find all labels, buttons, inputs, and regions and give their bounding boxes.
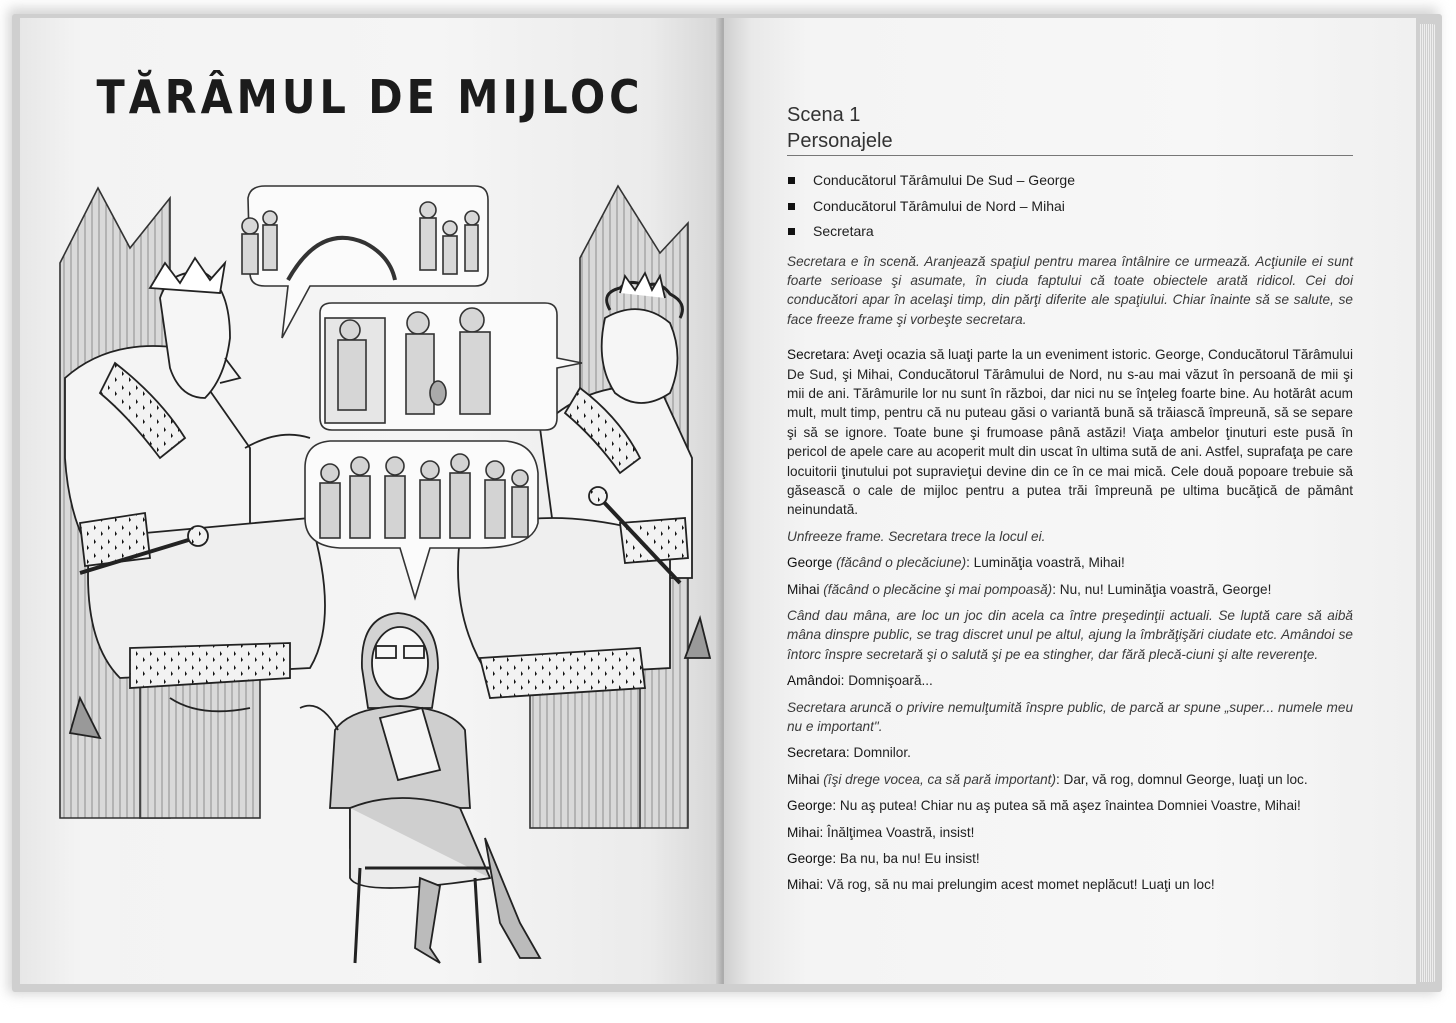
character-list-item: Conducătorul Tărâmului de Nord – Mihai: [787, 194, 1353, 220]
dialogue-line: [787, 553, 1353, 572]
script-text: [787, 102, 1353, 895]
stage-direction: Secretara aruncă o privire nemulţumită înspre public, de parcă ar spune „super... numele meu nu e important".: [787, 699, 1353, 735]
scene-subtitle: Personajele: [787, 128, 1353, 156]
speaker-name: Mihai: [787, 581, 820, 597]
stage-direction: Unfreeze frame. Secretara trece la locul ei.: [787, 528, 1046, 544]
character-list-item: Secretara: [787, 219, 1353, 245]
line-text: Aveţi ocazia să luaţi parte la un eveniment istoric. George, Conducătorul Tărâmului De Sud, şi Mihai, Conducătorul Tărâmului de Nord, nu s-au mai văzut în persoană de mii şi mii de ani. Tărâmurile lor nu sunt în război, dar nici nu se înţeleg foarte bine. Au hotărât acum mult, mult timp, pentru că nu puteau găsi o variantă bună să trăiască împreună, să se separe şi să se ignore. Toate bune şi frumoase până astăzi! Viaţa ambelor ţinuturi este pusă în pericol de apele care au acoperit mult din uscat în ultima sută de ani. Astfel, suprafaţa pe care locuitorii ţinutului pot supravieţui devine din ce în ce mai mică. Cele două popoare trebuie să găsească o cale de mijloc pentru a putea trăi împreună pe ultima bucăţică de pământ neinundată.: [787, 347, 1353, 518]
dialogue-line: [787, 823, 1353, 842]
stage-direction: Când dau mâna, are loc un joc din acela ca între preşedinţii actuali. Se luptă care să aibă mâna dinspre public, se trag discret unul pe altul, ajung la îmbrăţişări ciudate etc. Amândoi se întorc înspre secretară şi o salută şi pe ea stingher, dar fără plecă-ciuni şi alte reverenţe.: [787, 608, 1353, 662]
colon: :: [1052, 581, 1056, 597]
character-list: [787, 168, 1353, 245]
line-text: Domnişoară...: [844, 673, 933, 689]
line-text: Domnilor.: [849, 745, 911, 761]
line-text: Ba nu, ba nu! Eu insist!: [836, 851, 980, 867]
line-text: Înălţimea Voastră, insist!: [823, 824, 975, 840]
character-list-item: Conducătorul Tărâmului De Sud – George: [787, 168, 1353, 194]
speaker-name: Secretara:: [787, 347, 850, 363]
line-text: Luminăţia voastră, Mihai!: [969, 555, 1125, 571]
line-text: Dar, vă rog, domnul George, luaţi un loc.: [1059, 771, 1308, 787]
line-text: Nu aş putea! Chiar nu aş putea să mă aşez înaintea Domniei Voastre, Mihai!: [836, 798, 1301, 814]
page-edges: [1420, 24, 1436, 982]
speaker-name: George:: [787, 851, 837, 867]
dialogue-line: [787, 345, 1353, 520]
speaker-name: Amândoi:: [787, 673, 845, 689]
left-page: [20, 18, 720, 984]
speaker-name: George:: [787, 798, 837, 814]
dialogue-line: [787, 849, 1353, 868]
speaker-direction: (făcând o plecăcine şi mai pompoasă): [819, 581, 1053, 597]
dialogue-line: [787, 875, 1353, 894]
speaker-direction: (făcând o plecăciune): [832, 555, 967, 571]
dialogue-line: [787, 796, 1353, 815]
line-text: Nu, nu! Luminăţia voastră, George!: [1056, 581, 1272, 597]
speaker-name: Mihai:: [787, 877, 824, 893]
chapter-title: TĂRÂMUL DE MIJLOC: [96, 70, 644, 124]
colon: :: [1055, 771, 1060, 787]
line-text: Vă rog, să nu mai prelungim acest momet neplăcut! Luaţi un loc!: [823, 877, 1215, 893]
open-book: [12, 14, 1442, 1000]
speech-bubble-middle: [320, 303, 582, 430]
colon: :: [966, 555, 970, 571]
dialogue-line: [787, 580, 1353, 599]
speaker-name: Mihai:: [787, 824, 824, 840]
dialogue-line: [787, 770, 1353, 789]
dialogue-line: [787, 743, 1353, 762]
dialogue-line: [787, 671, 1353, 690]
speaker-direction: (îşi drege vocea, ca să pară important): [819, 771, 1056, 787]
right-page: [724, 18, 1416, 984]
speaker-name: Secretara:: [787, 745, 850, 761]
speaker-name: George: [787, 555, 833, 571]
speaker-name: Mihai: [787, 771, 820, 787]
illustration-kings-and-secretary: [20, 18, 720, 984]
scene-heading: Scena 1: [787, 104, 861, 126]
stage-direction: Secretara e în scenă. Aranjează spaţiul pentru marea întâlnire ce urmează. Acţiunile ei sunt foarte serioase şi asumate, în ciuda faptului că toate obiectele arată ridicol. Cei doi conducători apar în acelaşi timp, din părţi diferite ale spaţiului. Chiar înainte să se salute, se face freeze frame şi vorbeşte secretara.: [787, 253, 1353, 327]
